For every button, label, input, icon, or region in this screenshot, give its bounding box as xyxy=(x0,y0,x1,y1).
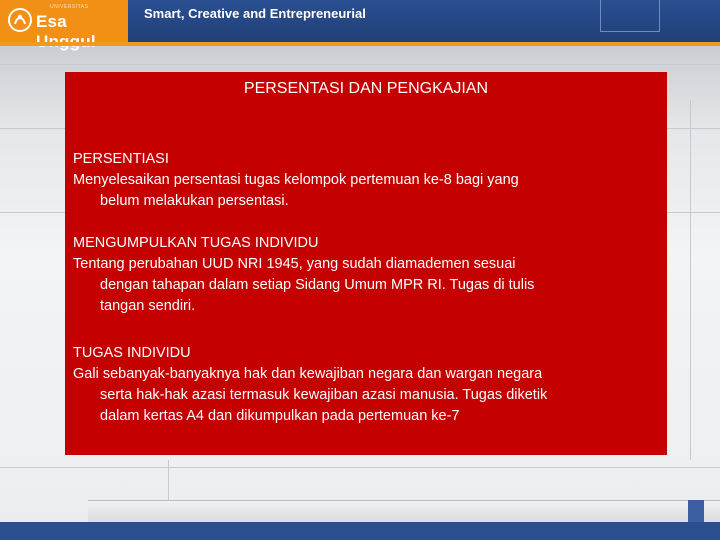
university-emblem-icon xyxy=(8,8,32,32)
decorative-line xyxy=(690,100,691,460)
section-text: Tentang perubahan UUD NRI 1945, yang sudah diamademen sesuai xyxy=(73,256,516,272)
section-text: dengan tahapan dalam setiap Sidang Umum MPR RI. Tugas di tulis xyxy=(100,277,535,293)
footer-strip xyxy=(0,522,720,540)
section-text: Gali sebanyak-banyaknya hak dan kewajiban negara dan wargan negara xyxy=(73,366,543,382)
tagline: Smart, Creative and Entrepreneurial xyxy=(144,6,366,21)
footer-accent xyxy=(688,500,704,522)
slide-title: PERSENTASI DAN PENGKAJIAN xyxy=(243,80,489,97)
section-heading: TUGAS INDIVIDU xyxy=(73,345,191,361)
content-box xyxy=(65,72,667,455)
section-text: serta hak-hak azasi termasuk kewajiban azasi manusia. Tugas diketik xyxy=(100,387,548,403)
section-tugas-individu xyxy=(73,343,663,427)
section-heading: MENGUMPULKAN TUGAS INDIVIDU xyxy=(73,235,319,251)
logo-subtext: UNIVERSITAS xyxy=(50,4,89,10)
section-text: tangan sendiri. xyxy=(100,298,196,314)
section-text: Menyelesaikan persentasi tugas kelompok pertemuan ke-8 bagi yang xyxy=(73,172,519,188)
logo xyxy=(0,0,128,42)
section-persentiasi xyxy=(73,149,663,212)
header-bar xyxy=(0,0,720,42)
header-accent-line xyxy=(0,42,720,46)
section-text: belum melakukan persentasi. xyxy=(100,193,289,209)
section-heading: PERSENTIASI xyxy=(73,151,169,167)
section-text: dalam kertas A4 dan dikumpulkan pada pertemuan ke-7 xyxy=(100,408,460,424)
logo-text: Esa xyxy=(36,12,67,31)
decorative-line xyxy=(0,467,720,468)
footer-bar xyxy=(88,500,720,523)
decorative-line xyxy=(168,460,169,500)
section-tugas-individu-kumpul xyxy=(73,233,663,317)
header-decoration xyxy=(600,0,660,32)
decorative-line xyxy=(0,64,720,65)
